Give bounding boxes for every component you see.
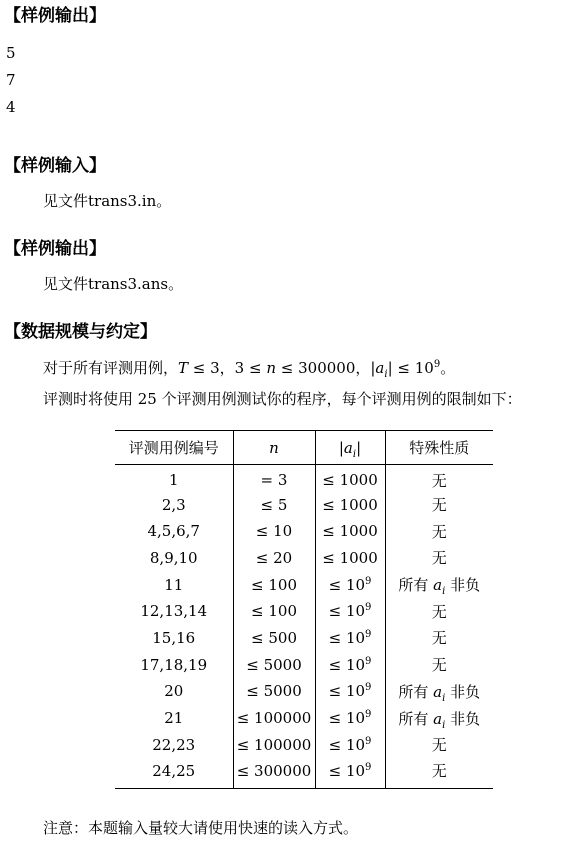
- table-row: [115, 598, 493, 625]
- cell-n: ≤ 5: [233, 491, 315, 518]
- cell-property: 无: [385, 625, 493, 652]
- cell-case: 12,13,14: [140, 602, 208, 621]
- sample-output-line: 7: [6, 71, 16, 89]
- cell-a: ≤ 1000: [315, 491, 385, 518]
- cell-a: ≤ $10^9$: [315, 625, 385, 652]
- note-text: 注意：本题输入量较大请使用快速的读入方式。: [43, 819, 359, 837]
- cell-case: 22,23: [152, 735, 196, 754]
- cell-property: 无: [385, 598, 493, 625]
- cell-n: ≤ 5000: [233, 678, 315, 705]
- cell-case: 15,16: [152, 628, 196, 647]
- cell-n: ≤ 5000: [233, 651, 315, 678]
- sample-output-line: 4: [6, 98, 16, 116]
- table-row: [115, 731, 493, 758]
- header-property: 特殊性质: [385, 431, 493, 465]
- cell-a: ≤ 1000: [315, 465, 385, 492]
- table-row: [115, 571, 493, 598]
- constraints-heading: 【数据规模与约定】: [4, 322, 157, 342]
- cell-property: 无: [385, 758, 493, 788]
- cell-case: 21: [164, 709, 184, 728]
- cell-property: 无: [385, 651, 493, 678]
- cell-a: ≤ 1000: [315, 545, 385, 572]
- cell-n: ≤ 20: [233, 545, 315, 572]
- cell-n: = 3: [233, 465, 315, 492]
- cell-property: 无: [385, 465, 493, 492]
- table-row: [115, 465, 493, 492]
- table-row: [115, 758, 493, 788]
- cell-case: 11: [164, 575, 184, 594]
- cell-a: ≤ $10^9$: [315, 705, 385, 732]
- table-header-row: [115, 431, 493, 465]
- cell-n: ≤ 100: [233, 598, 315, 625]
- cell-property: 无: [385, 545, 493, 572]
- cell-a: ≤ $10^9$: [315, 758, 385, 788]
- constraints-line-2: 评测时将使用 25 个评测用例测试你的程序，每个评测用例的限制如下：: [43, 390, 522, 408]
- cell-a: ≤ $10^9$: [315, 651, 385, 678]
- sample-output-heading: 【样例输出】: [4, 6, 106, 26]
- cell-a: ≤ $10^9$: [315, 598, 385, 625]
- cell-n: ≤ 500: [233, 625, 315, 652]
- table-row: [115, 625, 493, 652]
- cell-a: ≤ 1000: [315, 518, 385, 545]
- sample-output-heading-2: 【样例输出】: [4, 239, 106, 259]
- cell-n: ≤ 100000: [233, 705, 315, 732]
- cell-a: ≤ $10^9$: [315, 731, 385, 758]
- cell-property: 无: [385, 731, 493, 758]
- limits-table: [115, 430, 493, 789]
- cell-case: 20: [164, 682, 184, 701]
- cell-n: ≤ 100000: [233, 731, 315, 758]
- cell-a: ≤ $10^9$: [315, 571, 385, 598]
- cell-case: 24,25: [152, 761, 196, 780]
- cell-case: 4,5,6,7: [147, 522, 200, 541]
- header-case: 评测用例编号: [128, 439, 219, 457]
- cell-property: 所有 $a_i$ 非负: [385, 678, 493, 705]
- cell-case: 2,3: [161, 495, 186, 514]
- cell-n: ≤ 300000: [233, 758, 315, 788]
- constraints-line-1: 对于所有评测用例，T ≤ 3，3 ≤ n ≤ 300000，$|a_i| \le 10^9$。: [43, 359, 456, 380]
- cell-case: 17,18,19: [140, 655, 208, 674]
- cell-case: 8,9,10: [149, 548, 198, 567]
- cell-n: ≤ 100: [233, 571, 315, 598]
- table-row: [115, 705, 493, 732]
- cell-case: 1: [168, 471, 179, 490]
- sample-output-text: 见文件trans3.ans。: [43, 275, 184, 293]
- table-row: [115, 491, 493, 518]
- sample-input-text: 见文件trans3.in。: [43, 192, 172, 210]
- sample-output-line: 5: [6, 44, 16, 62]
- sample-input-heading: 【样例输入】: [4, 156, 106, 176]
- cell-property: 所有 $a_i$ 非负: [385, 705, 493, 732]
- header-n: n: [233, 431, 315, 465]
- table-row: [115, 678, 493, 705]
- cell-a: ≤ $10^9$: [315, 678, 385, 705]
- table-row: [115, 545, 493, 572]
- table-row: [115, 518, 493, 545]
- cell-property: 所有 $a_i$ 非负: [385, 571, 493, 598]
- table-row: [115, 651, 493, 678]
- header-a: $|a_i|$: [315, 431, 385, 465]
- cell-property: 无: [385, 491, 493, 518]
- cell-n: ≤ 10: [233, 518, 315, 545]
- cell-property: 无: [385, 518, 493, 545]
